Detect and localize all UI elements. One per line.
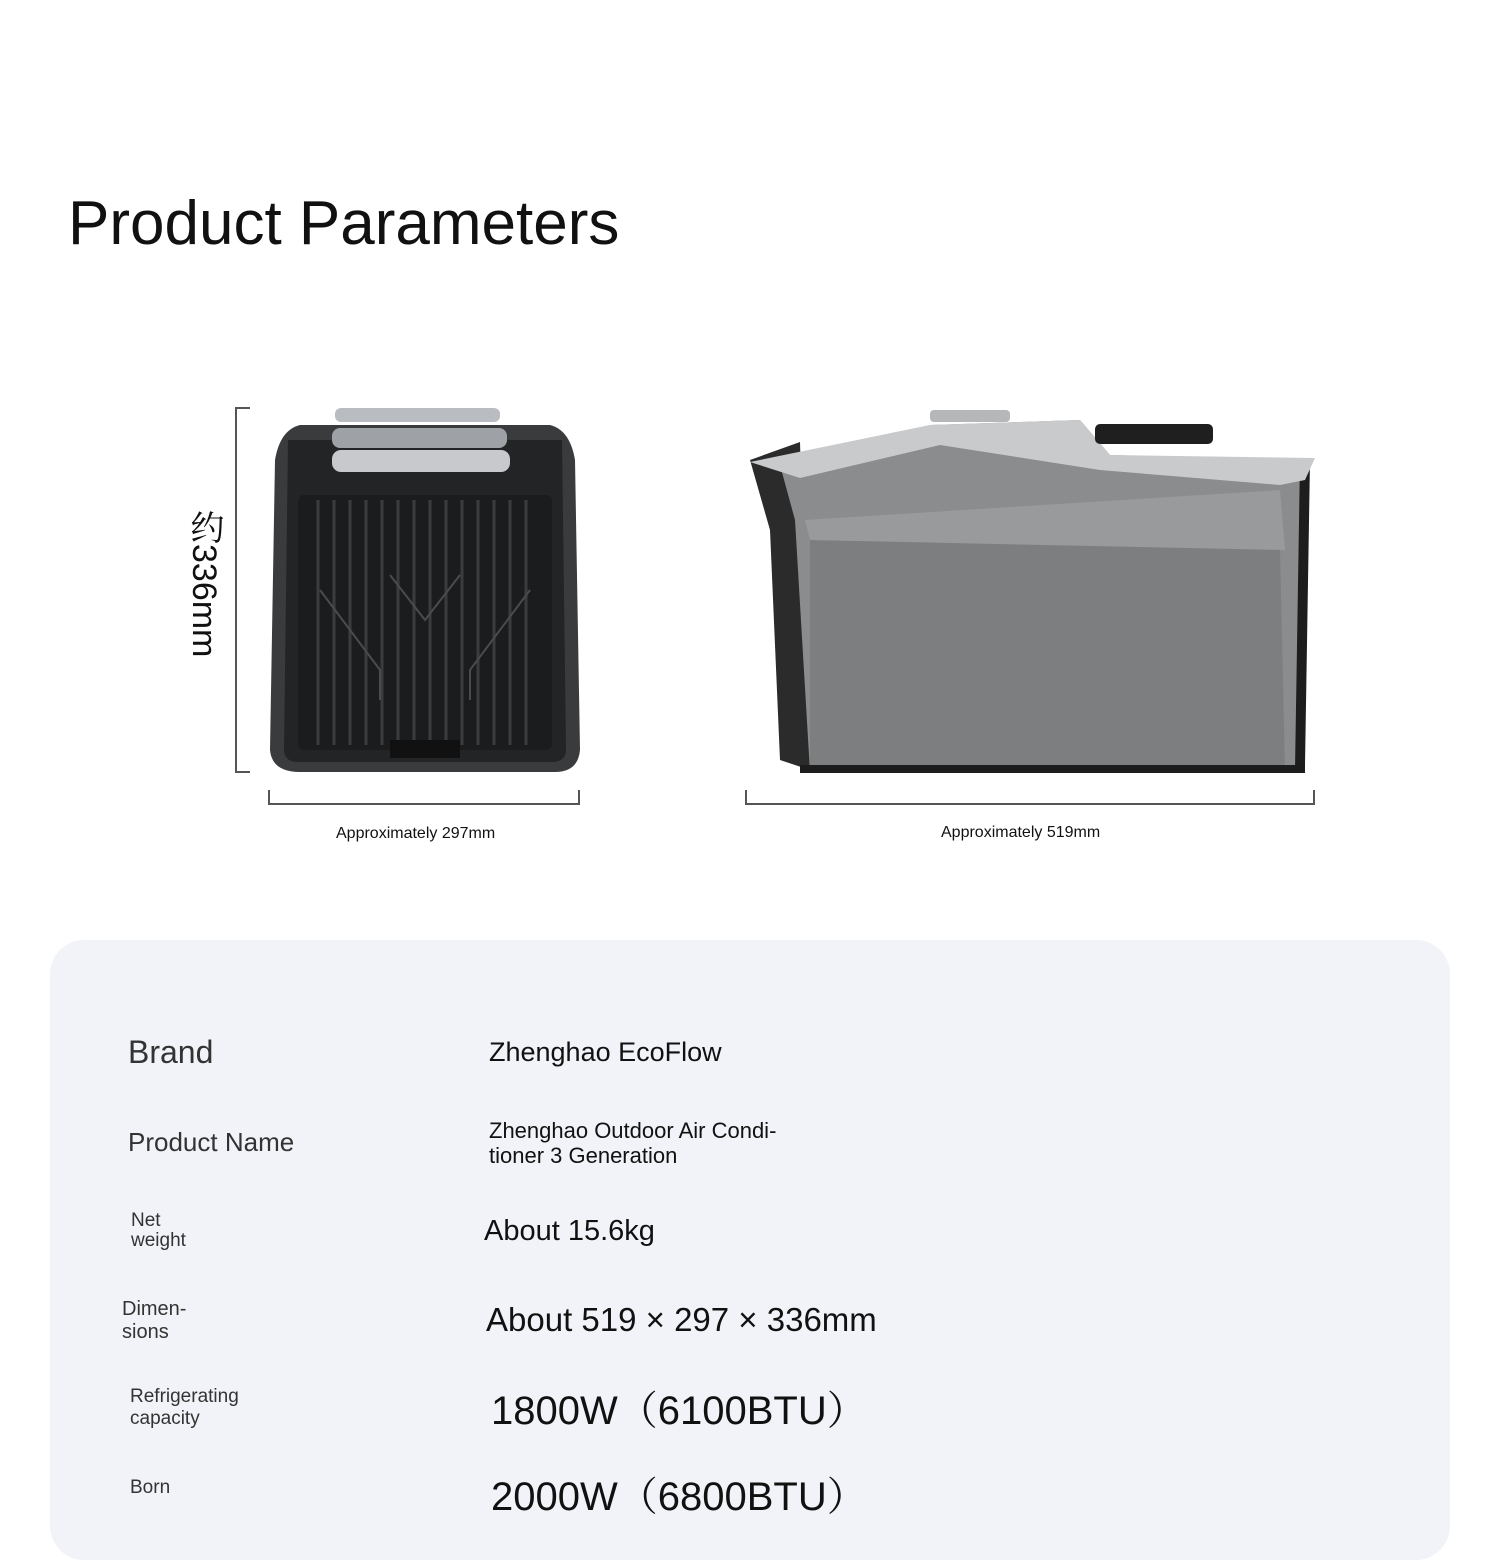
side-view-image: [740, 400, 1320, 780]
front-width-label: Approximately 297mm: [336, 825, 496, 842]
spec-value-heating: 2000W（6800BTU）: [491, 1475, 867, 1519]
spec-panel: [50, 940, 1450, 1560]
spec-label-refrigerating-line1: Refrigerating: [130, 1386, 239, 1407]
spec-label-net-weight-line1: Net: [131, 1210, 161, 1231]
spec-value-brand: Zhenghao EcoFlow: [489, 1037, 722, 1067]
spec-label-heating-line1: Born: [130, 1477, 171, 1498]
side-width-bracket: [743, 788, 1317, 808]
front-view-image: [260, 400, 590, 780]
spec-value-product-name-line2: tioner 3 Generation: [489, 1143, 678, 1168]
height-bracket: [232, 405, 252, 775]
spec-value-net-weight: About 15.6kg: [484, 1215, 655, 1247]
spec-label-refrigerating-line2: capacity: [130, 1408, 200, 1429]
spec-label-dimensions-line2: sions: [122, 1321, 169, 1343]
spec-label-product-name: Product Name: [128, 1127, 295, 1157]
height-dimension-label: 约336mm: [185, 510, 223, 658]
page-title: Product Parameters: [68, 189, 620, 258]
spec-value-dimensions: About 519 × 297 × 336mm: [486, 1301, 877, 1338]
spec-value-product-name-line1: Zhenghao Outdoor Air Condi-: [489, 1118, 777, 1143]
spec-label-brand: Brand: [128, 1034, 214, 1070]
front-width-bracket: [266, 788, 582, 808]
spec-label-dimensions-line1: Dimen-: [122, 1298, 187, 1320]
spec-value-refrigerating: 1800W（6100BTU）: [491, 1389, 867, 1433]
side-width-label: Approximately 519mm: [941, 824, 1101, 841]
spec-label-net-weight-line2: weight: [131, 1230, 186, 1251]
